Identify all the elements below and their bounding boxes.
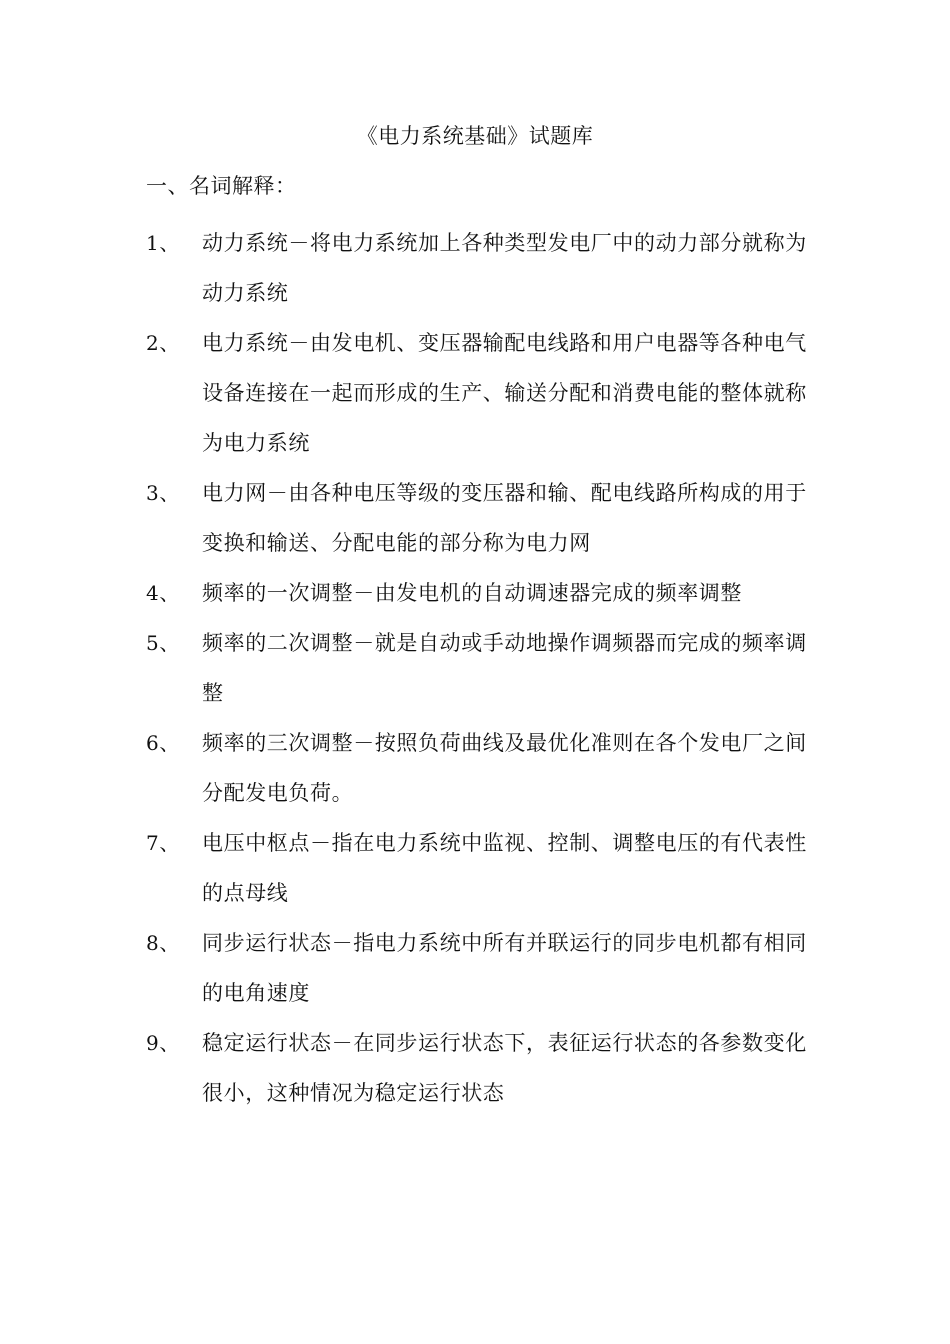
- item-number: 4、: [146, 581, 180, 605]
- list-item: [146, 618, 810, 718]
- item-number: 5、: [146, 631, 180, 655]
- list-item: [146, 568, 810, 618]
- item-text: 频率的一次调整－由发电机的自动调速器完成的频率调整: [202, 581, 742, 605]
- list-item: [146, 218, 810, 318]
- item-text: 动力系统－将电力系统加上各种类型发电厂中的动力部分就称为动力系统: [202, 231, 807, 305]
- list-item: [146, 1018, 810, 1118]
- item-text: 电力网－由各种电压等级的变压器和输、配电线路所构成的用于变换和输送、分配电能的部分称为电力网: [202, 481, 807, 555]
- item-text: 频率的二次调整－就是自动或手动地操作调频器而完成的频率调整: [202, 631, 807, 705]
- list-item: [146, 918, 810, 1018]
- item-text: 频率的三次调整－按照负荷曲线及最优化准则在各个发电厂之间分配发电负荷。: [202, 731, 807, 805]
- document-title: 《电力系统基础》试题库: [356, 124, 594, 148]
- item-text: 同步运行状态－指电力系统中所有并联运行的同步电机都有相同的电角速度: [202, 931, 807, 1005]
- item-number: 8、: [146, 931, 180, 955]
- item-number: 6、: [146, 731, 180, 755]
- item-text: 电压中枢点－指在电力系统中监视、控制、调整电压的有代表性的点母线: [202, 831, 807, 905]
- list-item: [146, 318, 810, 468]
- item-number: 9、: [146, 1031, 180, 1055]
- item-number: 1、: [146, 231, 180, 255]
- section-heading: 一、名词解释：: [146, 174, 297, 198]
- item-number: 3、: [146, 481, 180, 505]
- list-item: [146, 718, 810, 818]
- item-number: 2、: [146, 331, 180, 355]
- list-item: [146, 818, 810, 918]
- item-number: 7、: [146, 831, 180, 855]
- list-item: [146, 468, 810, 568]
- item-text: 电力系统－由发电机、变压器输配电线路和用户电器等各种电气设备连接在一起而形成的生产、输送分配和消费电能的整体就称为电力系统: [202, 331, 807, 455]
- item-text: 稳定运行状态－在同步运行状态下，表征运行状态的各参数变化很小，这种情况为稳定运行状态: [202, 1031, 807, 1105]
- definition-list: [146, 218, 826, 1118]
